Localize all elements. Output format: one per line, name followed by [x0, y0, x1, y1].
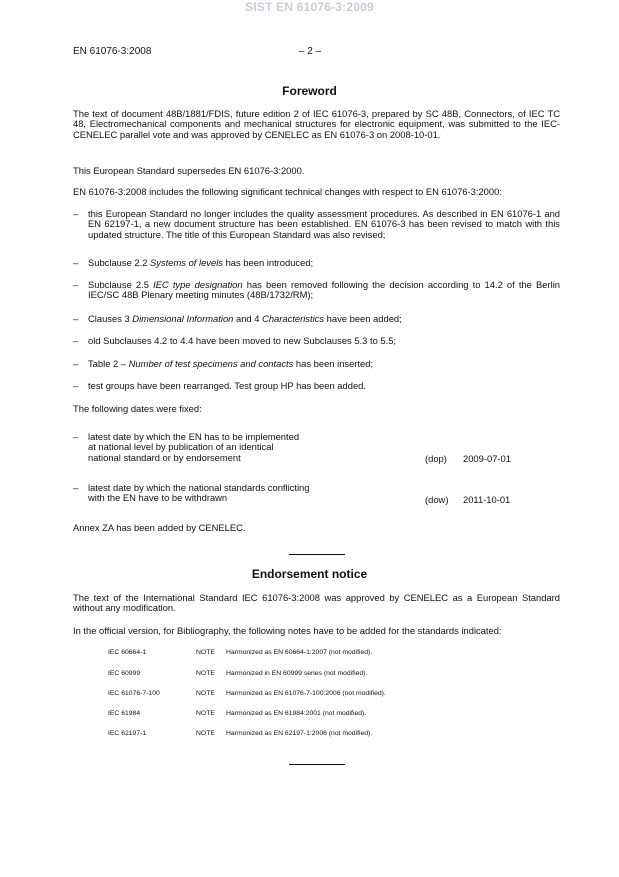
standard-id: IEC 62197-1 — [108, 730, 147, 737]
foreword-paragraph-2: This European Standard supersedes EN 61076-3:2000. — [73, 165, 305, 176]
note-text: Harmonized as EN 61984:2001 (not modified). — [226, 710, 367, 717]
change-list-item — [73, 209, 560, 240]
list-item-text: Subclause 2.5 IEC type designation has been removed following the decision according to 14.2 of the Berlin IEC/SC 48B Plenary meeting minutes (48B/1732/RM); — [88, 279, 560, 301]
page-number: – 2 – — [298, 46, 322, 57]
date-value: 2009-07-01 — [463, 452, 511, 464]
list-dash: – — [73, 482, 79, 493]
list-dash: – — [73, 313, 79, 324]
list-item-text: old Subclauses 4.2 to 4.4 have been moved to new Subclauses 5.3 to 5.5; — [88, 335, 397, 346]
date-code: (dop) — [425, 452, 447, 464]
note-label: NOTE — [196, 730, 215, 737]
change-list-item — [73, 314, 560, 324]
bibliography-note-row — [108, 670, 508, 679]
foreword-title: Foreword — [282, 84, 337, 98]
list-dash: – — [73, 358, 79, 369]
list-dash: – — [73, 257, 79, 268]
list-item-text: test groups have been rearranged. Test group HP has been added. — [88, 380, 366, 391]
change-list-item — [73, 381, 560, 391]
standard-id: IEC 61984 — [108, 710, 141, 717]
date-item-dow — [73, 483, 560, 505]
document-id: EN 61076-3:2008 — [73, 46, 152, 57]
section-divider — [289, 764, 345, 765]
endorsement-title: Endorsement notice — [251, 567, 368, 581]
date-value: 2011-10-01 — [463, 493, 511, 505]
foreword-paragraph-3: EN 61076-3:2008 includes the following significant technical changes with respect to EN 61076-3:2000: — [73, 186, 502, 197]
note-label: NOTE — [196, 690, 215, 697]
note-text: Harmonized as EN 61076-7-100:2006 (not modified). — [226, 690, 386, 697]
change-list-item — [73, 359, 560, 369]
change-list-item — [73, 258, 560, 268]
note-label: NOTE — [196, 670, 215, 677]
list-item-text: Subclause 2.2 Systems of levels has been introduced; — [88, 257, 314, 268]
date-description: latest date by which the EN has to be implemented at national level by publication of an identical national standard or by endorsement — [88, 431, 300, 463]
list-item-text: Clauses 3 Dimensional Information and 4 Characteristics have been added; — [88, 313, 402, 324]
note-text: Harmonized as EN 60664-1:2007 (not modified). — [226, 649, 373, 656]
note-label: NOTE — [196, 710, 215, 717]
list-dash: – — [73, 335, 79, 346]
bibliography-note-row — [108, 730, 508, 739]
foreword-paragraph-1: The text of document 48B/1881/FDIS, future edition 2 of IEC 61076-3, prepared by SC 48B, Connectors, of IEC TC 48, Electromechanical components and mechanical structures for electronic equipment, was submitted to the IEC-CENELEC parallel vote and was approved by CENELEC as EN 61076-3 on 2008-10-01. — [73, 108, 560, 140]
standard-id: IEC 61076-7-100 — [108, 690, 160, 697]
list-item-text: this European Standard no longer includes the quality assessment procedures. As described in EN 61076-1 and EN 62197-1, a new document structure has been established. EN 61076-3 has been revised to match with this updated structure. The title of this European Standard was also revised; — [88, 208, 560, 240]
watermark: SIST EN 61076-3:2009 — [245, 0, 374, 14]
bibliography-note-row — [108, 649, 508, 658]
bibliography-note-row — [108, 710, 508, 719]
note-text: Harmonized in EN 60999 series (not modified). — [226, 670, 368, 677]
endorsement-paragraph-1: The text of the International Standard IEC 61076-3:2008 was approved by CENELEC as a European Standard without any modification. — [73, 592, 560, 614]
standard-id: IEC 60664-1 — [108, 649, 147, 656]
list-item-text: Table 2 – Number of test specimens and contacts has been inserted; — [88, 358, 374, 369]
list-dash: – — [73, 279, 79, 290]
list-dash: – — [73, 380, 79, 391]
change-list-item — [73, 336, 560, 346]
date-item-dop — [73, 432, 560, 464]
list-dash: – — [73, 431, 79, 442]
endorsement-paragraph-2: In the official version, for Bibliography, the following notes have to be added for the standards indicated: — [73, 625, 502, 636]
annex-note: Annex ZA has been added by CENELEC. — [73, 522, 246, 533]
note-text: Harmonized as EN 62197-1:2006 (not modified). — [226, 730, 373, 737]
standard-id: IEC 60999 — [108, 670, 141, 677]
date-description: latest date by which the national standards conflicting with the EN have to be withdrawn — [88, 482, 310, 504]
section-divider — [289, 554, 345, 555]
bibliography-note-row — [108, 690, 508, 699]
date-code: (dow) — [425, 493, 449, 505]
change-list-item — [73, 280, 560, 301]
dates-intro: The following dates were fixed: — [73, 403, 202, 414]
list-dash: – — [73, 208, 79, 219]
note-label: NOTE — [196, 649, 215, 656]
